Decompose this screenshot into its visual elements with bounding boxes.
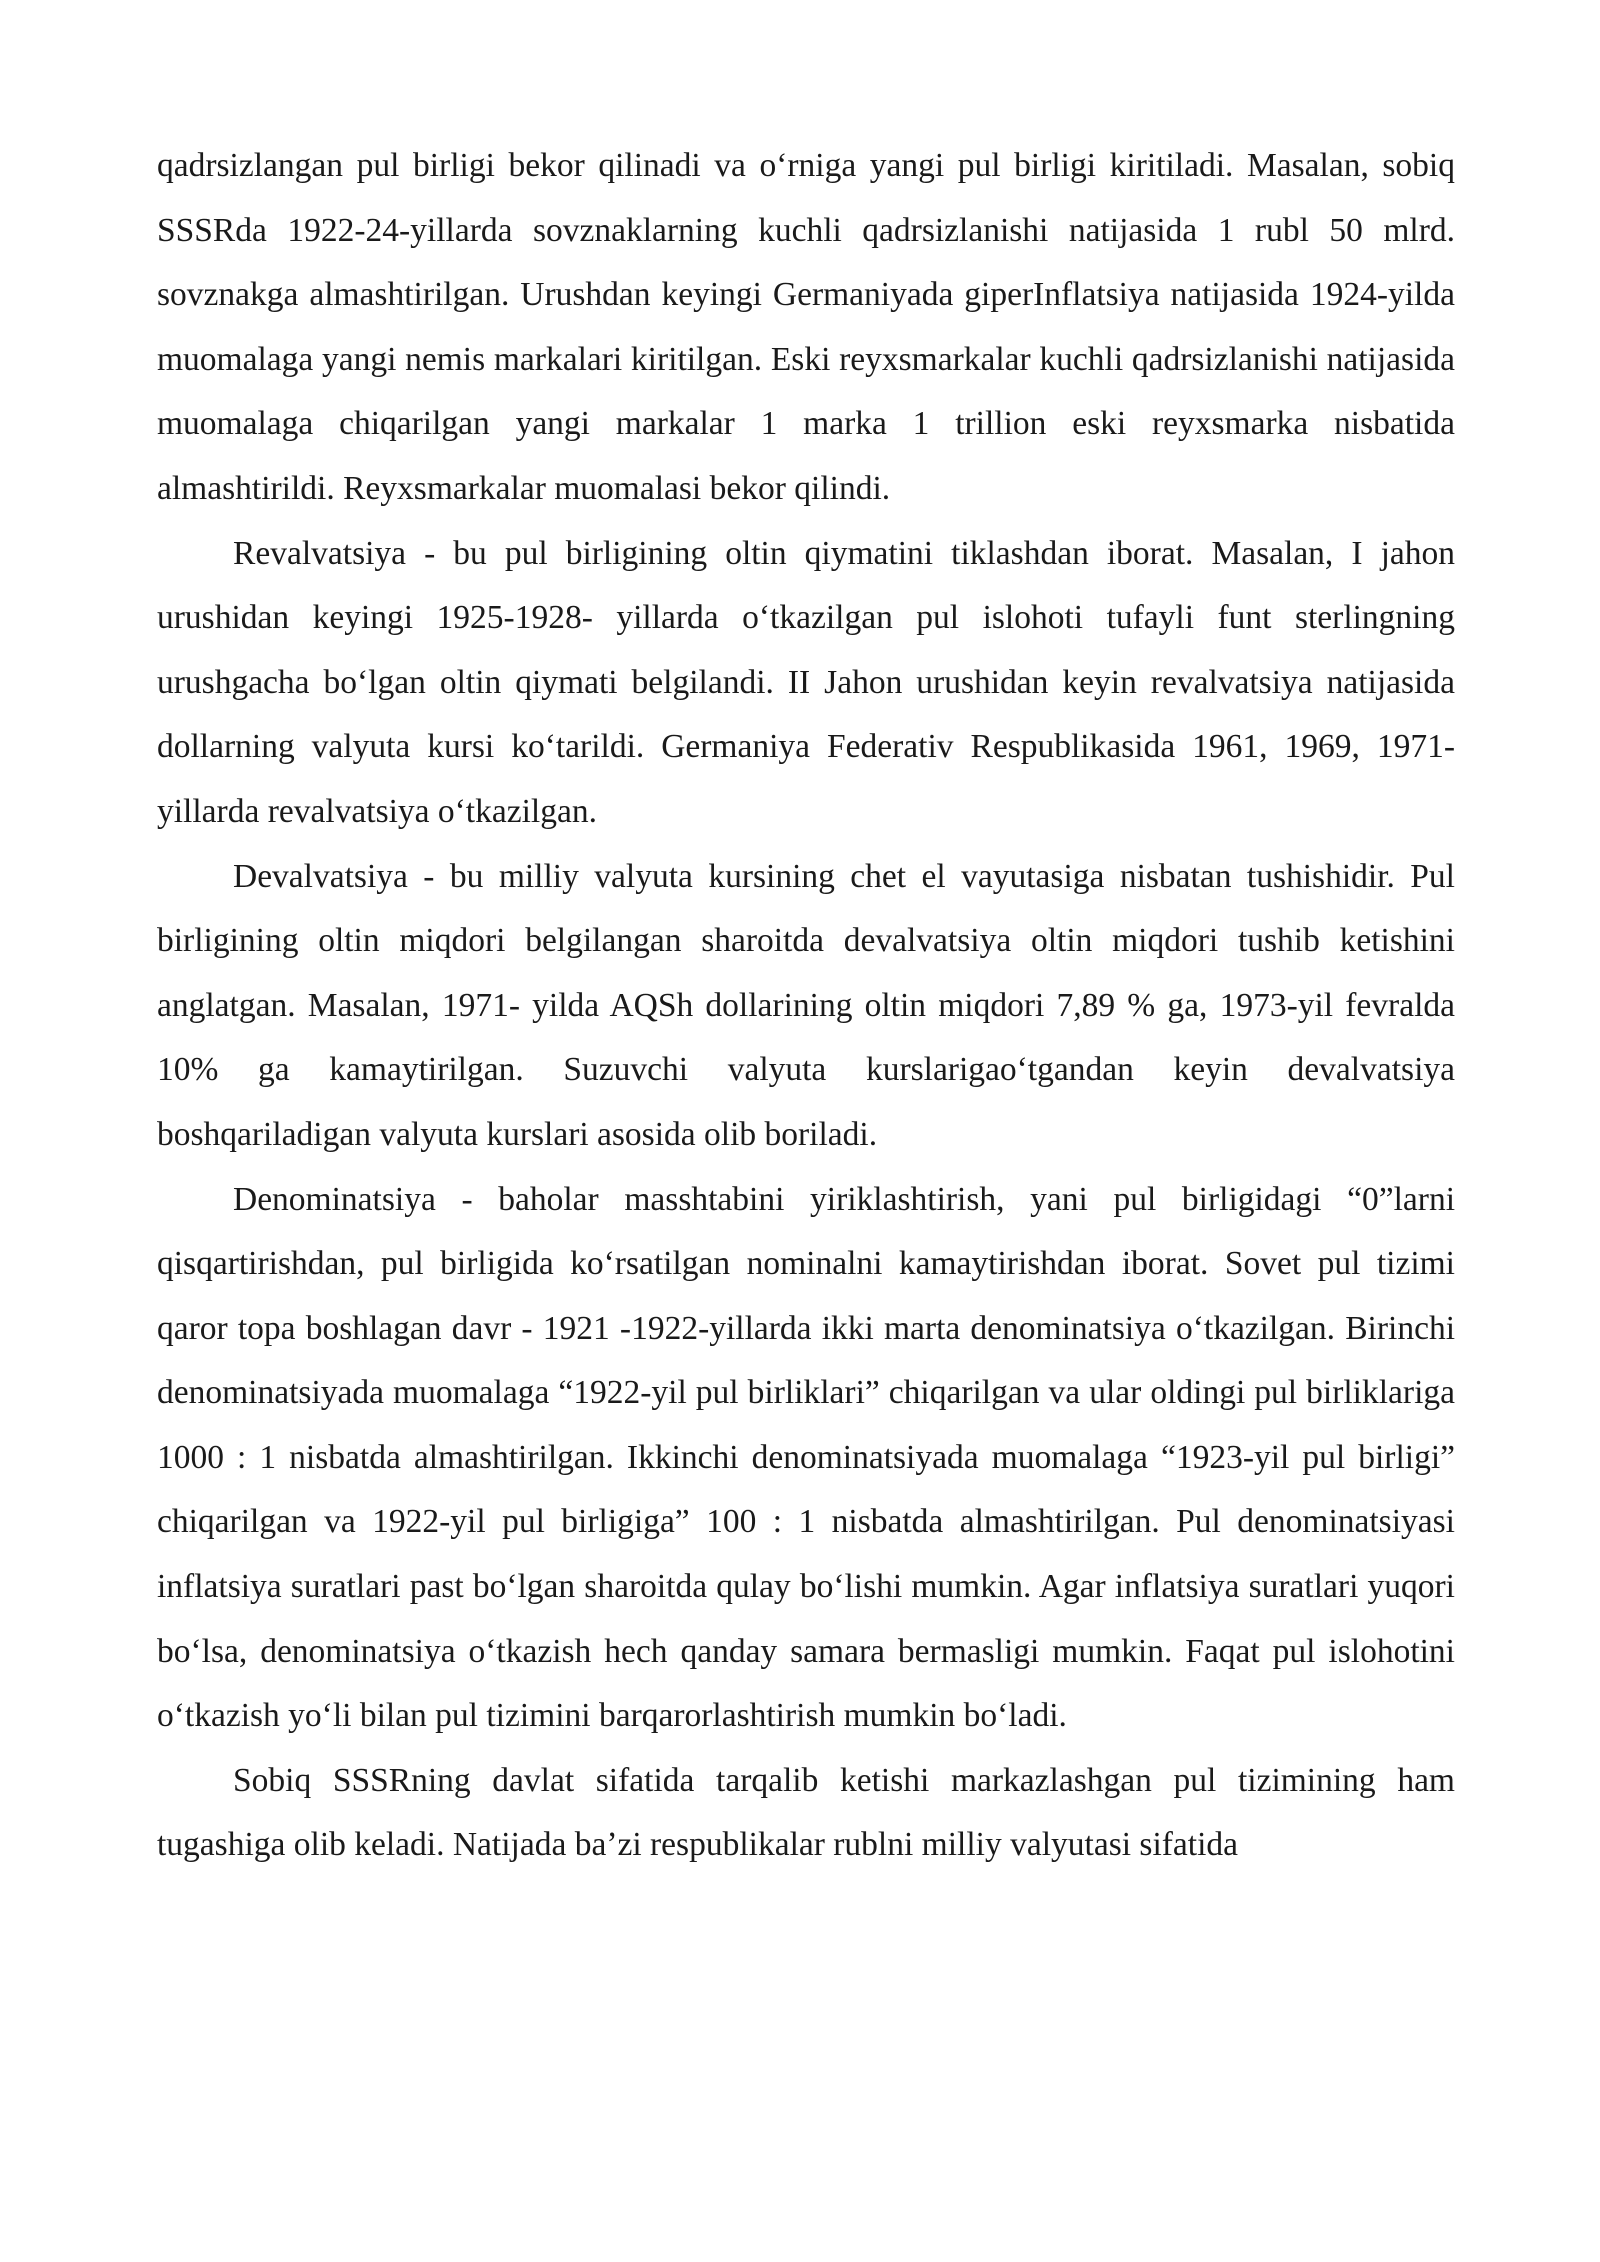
- document-page: [157, 134, 1455, 1878]
- paragraph-revaluation: Revalvatsiya - bu pul birligining oltin qiymatini tiklashdan iborat. Masalan, I jahon urushidan keyingi 1925-1928- yillarda oʻtkazilgan pul islohoti tufayli funt sterlingning urushgacha boʻlgan oltin qiymati belgilandi. II Jahon urushidan keyin revalvatsiya natijasida dollarning valyuta kursi koʻtarildi. Germaniya Federativ Respublikasida 1961, 1969, 1971-yillarda revalvatsiya oʻtkazilgan.: [157, 534, 1455, 830]
- paragraph-ussr-dissolution: Sobiq SSSRning davlat sifatida tarqalib ketishi markazlashgan pul tizimining ham tugashiga olib keladi. Natijada baʼzi respublikalar rublni milliy valyutasi sifatida: [157, 1761, 1455, 1864]
- paragraph-denomination: Denominatsiya - baholar masshtabini yiriklashtirish, yani pul birligidagi “0”larni qisqartirishdan, pul birligida koʻrsatilgan nominalni kamaytirishdan iborat. Sovet pul tizimi qaror topa boshlagan davr - 1921 -1922-yillarda ikki marta denominatsiya oʻtkazilgan. Birinchi denominatsiyada muomalaga “1922-yil pul birliklari” chiqarilgan va ular oldingi pul birliklariga 1000 : 1 nisbatda almashtirilgan. Ikkinchi denominatsiyada muomalaga “1923-yil pul birligi” chiqarilgan va 1922-yil pul birligiga” 100 : 1 nisbatda almashtirilgan. Pul denominatsiyasi inflatsiya suratlari past boʻlgan sharoitda qulay boʻlishi mumkin. Agar inflatsiya suratlari yuqori boʻlsa, denominatsiya oʻtkazish hech qanday samara bermasligi mumkin. Faqat pul islohotini oʻtkazish yoʻli bilan pul tizimini barqarorlashtirish mumkin boʻladi.: [157, 1180, 1455, 1735]
- paragraph-currency-replacement: qadrsizlangan pul birligi bekor qilinadi va oʻrniga yangi pul birligi kiritiladi. Masalan, sobiq SSSRda 1922-24-yillarda sovznaklarning kuchli qadrsizlanishi natijasida 1 rubl 50 mlrd. sovznakga almashtirilgan. Urushdan keyingi Germaniyada giperInflatsiya natijasida 1924-yilda muomalaga yangi nemis markalari kiritilgan. Eski reyxsmarkalar kuchli qadrsizlanishi natijasida muomalaga chiqarilgan yangi markalar 1 marka 1 trillion eski reyxsmarka nisbatida almashtirildi. Reyxsmarkalar muomalasi bekor qilindi.: [157, 147, 1455, 507]
- paragraph-devaluation: Devalvatsiya - bu milliy valyuta kursining chet el vayutasiga nisbatan tushishidir. Pul birligining oltin miqdori belgilangan sharoitda devalvatsiya oltin miqdori tushib ketishini anglatgan. Masalan, 1971- yilda AQSh dollarining oltin miqdori 7,89 % ga, 1973-yil fevralda 10% ga kamaytirilgan. Suzuvchi valyuta kurslarigaoʻtgandan keyin devalvatsiya boshqariladigan valyuta kurslari asosida olib boriladi.: [157, 857, 1455, 1153]
